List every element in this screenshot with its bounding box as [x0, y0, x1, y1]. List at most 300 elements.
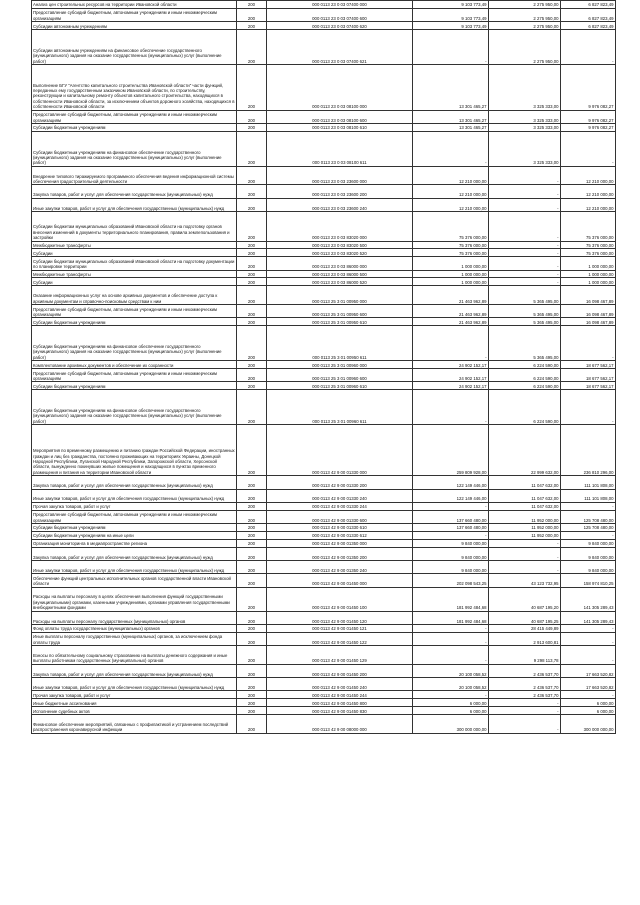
approved-amount: 300 000 000,00	[413, 715, 489, 734]
row-name: Закупка товаров, работ и услуг для обеспечения государственных (муниципальных) нужд	[32, 547, 237, 560]
approved-amount: -	[413, 531, 489, 539]
table-row	[32, 131, 616, 166]
row-name: Предоставление субсидий бюджетным, автономным учреждениям и иным некоммерческим организациям	[32, 369, 237, 382]
approved-amount: 137 660 480,00	[413, 523, 489, 531]
row-code: 200	[237, 318, 267, 326]
approved-amount: 24 902 152,17	[413, 382, 489, 390]
approved-amount: 9 103 773,49	[413, 1, 489, 9]
table-row	[32, 257, 616, 270]
row-code: 200	[237, 270, 267, 278]
executed-amount: -	[489, 249, 561, 257]
executed-amount: -	[489, 539, 561, 547]
table-row	[32, 539, 616, 547]
table-row	[32, 390, 616, 425]
row-classification-code: 000 0113 42 9 00 01450 120	[267, 611, 413, 624]
executed-amount: -	[489, 185, 561, 198]
unexecuted-amount: 9 976 082,27	[561, 64, 616, 110]
row-code: 200	[237, 560, 267, 573]
row-name: Закупка товаров, работ и услуг для обеспечения государственных (муниципальных) нужд	[32, 664, 237, 677]
executed-amount: 11 952 000,00	[489, 523, 561, 531]
row-code: 200	[237, 646, 267, 665]
executed-amount: 11 047 632,00	[489, 489, 561, 502]
table-row	[32, 560, 616, 573]
table-row	[32, 30, 616, 65]
row-name: Анализ цен строительных ресурсов на территории Ивановской области	[32, 1, 237, 9]
approved-amount: 13 301 465,27	[413, 110, 489, 123]
unexecuted-amount: -	[561, 30, 616, 65]
row-name: Закупка товаров, работ и услуг для обеспечения государственных (муниципальных) нужд	[32, 476, 237, 489]
unexecuted-amount: 6 827 823,49	[561, 1, 616, 9]
row-name: Субсидии бюджетным учреждениям на иные цели	[32, 531, 237, 539]
row-classification-code: 000 0113 42 9 00 08000 000	[267, 715, 413, 734]
executed-amount: -	[489, 241, 561, 249]
approved-amount: -	[413, 624, 489, 632]
approved-amount: 9 840 000,00	[413, 539, 489, 547]
row-classification-code: 000 0113 23 0 03 07400 600	[267, 8, 413, 21]
row-name: Межбюджетные трансферты	[32, 241, 237, 249]
row-classification-code: 000 0113 23 0 03 86000 520	[267, 278, 413, 286]
table-row	[32, 382, 616, 390]
row-code: 200	[237, 691, 267, 699]
row-name: Иные закупки товаров, работ и услуг для обеспечения государственных (муниципальных) нужд	[32, 560, 237, 573]
executed-amount: -	[489, 166, 561, 185]
row-classification-code: 000 0113 42 9 00 01330 610	[267, 523, 413, 531]
unexecuted-amount: 18 677 562,17	[561, 361, 616, 369]
row-code: 200	[237, 64, 267, 110]
executed-amount: 3 325 333,00	[489, 110, 561, 123]
row-classification-code: 000 0113 42 9 00 01450 129	[267, 646, 413, 665]
row-name: Субсидии бюджетным учреждениям	[32, 382, 237, 390]
unexecuted-amount: 9 840 000,00	[561, 560, 616, 573]
row-classification-code: 000 0113 42 9 00 01350 000	[267, 539, 413, 547]
row-code: 200	[237, 707, 267, 715]
row-code: 200	[237, 185, 267, 198]
executed-amount: 2 436 537,70	[489, 664, 561, 677]
row-name: Субсидии автономным учреждениям	[32, 22, 237, 30]
table-row	[32, 326, 616, 361]
table-row	[32, 8, 616, 21]
table-row	[32, 707, 616, 715]
executed-amount: 3 325 333,00	[489, 131, 561, 166]
row-classification-code: 000 0113 25 3 01 00950 610	[267, 318, 413, 326]
row-classification-code: 000 0113 42 9 00 01450 121	[267, 624, 413, 632]
table-row	[32, 489, 616, 502]
row-classification-code: 000 0113 25 3 01 00960 600	[267, 369, 413, 382]
table-row	[32, 531, 616, 539]
executed-amount: -	[489, 278, 561, 286]
row-code: 200	[237, 30, 267, 65]
row-classification-code: 000 0113 25 3 01 00950 600	[267, 305, 413, 318]
unexecuted-amount: 111 101 808,00	[561, 476, 616, 489]
row-classification-code: 000 0113 42 9 00 01450 244	[267, 691, 413, 699]
unexecuted-amount: -	[561, 646, 616, 665]
row-classification-code: 000 0113 42 9 00 01450 100	[267, 587, 413, 611]
row-name: Комплектование архивных документов и обеспечение их сохранности	[32, 361, 237, 369]
row-classification-code: 000 0113 23 0 03 07400 000	[267, 1, 413, 9]
executed-amount: 2 275 950,00	[489, 8, 561, 21]
executed-amount: 3 325 333,00	[489, 123, 561, 131]
unexecuted-amount: -	[561, 691, 616, 699]
row-code: 200	[237, 278, 267, 286]
executed-amount: -	[489, 715, 561, 734]
table-row	[32, 123, 616, 131]
row-classification-code: 000 0113 42 9 00 01350 240	[267, 560, 413, 573]
table-row	[32, 699, 616, 707]
row-classification-code: 000 0113 42 9 00 01350 200	[267, 547, 413, 560]
row-code: 200	[237, 286, 267, 305]
executed-amount: -	[489, 198, 561, 211]
row-classification-code: 000 0113 25 3 01 00950 611	[267, 326, 413, 361]
approved-amount: 12 210 000,00	[413, 185, 489, 198]
unexecuted-amount: 111 101 808,00	[561, 489, 616, 502]
row-classification-code: 000 0113 42 9 00 01450 830	[267, 707, 413, 715]
approved-amount: 1 000 000,00	[413, 278, 489, 286]
approved-amount: 122 149 446,00	[413, 476, 489, 489]
unexecuted-amount: 75 376 000,00	[561, 241, 616, 249]
row-classification-code: 000 0113 23 0 03 07400 621	[267, 30, 413, 65]
row-name: Иные закупки товаров, работ и услуг для обеспечения государственных (муниципальных) нужд	[32, 198, 237, 211]
approved-amount: 181 992 484,68	[413, 587, 489, 611]
unexecuted-amount: 141 305 289,43	[561, 611, 616, 624]
unexecuted-amount: 9 976 082,27	[561, 110, 616, 123]
row-code: 200	[237, 664, 267, 677]
row-classification-code: 000 0113 23 0 03 08100 610	[267, 123, 413, 131]
unexecuted-amount: 16 098 467,89	[561, 318, 616, 326]
unexecuted-amount: -	[561, 624, 616, 632]
row-code: 200	[237, 715, 267, 734]
executed-amount: -	[489, 699, 561, 707]
table-row	[32, 270, 616, 278]
row-name: Расходы на выплаты персоналу в целях обеспечения выполнения функций государственными (муниципальными) органами, казенными учреждениями, органами управления государственными внебюджетными фондами	[32, 587, 237, 611]
unexecuted-amount: 1 000 000,00	[561, 257, 616, 270]
executed-amount: 40 687 195,25	[489, 611, 561, 624]
table-row	[32, 691, 616, 699]
approved-amount: 9 840 000,00	[413, 560, 489, 573]
approved-amount: 24 902 152,17	[413, 361, 489, 369]
row-classification-code: 000 0113 25 3 01 00960 611	[267, 390, 413, 425]
row-code: 200	[237, 510, 267, 523]
table-row	[32, 611, 616, 624]
row-code: 200	[237, 212, 267, 242]
executed-amount: 43 123 732,95	[489, 574, 561, 587]
unexecuted-amount: 9 840 000,00	[561, 539, 616, 547]
row-name: Субсидии бюджетам муниципальных образований Ивановской области на подготовку документации по планировке территории	[32, 257, 237, 270]
unexecuted-amount: 236 810 296,00	[561, 425, 616, 476]
row-name: Иные бюджетные ассигнования	[32, 699, 237, 707]
row-classification-code: 000 0113 23 0 03 83020 500	[267, 241, 413, 249]
unexecuted-amount: 16 098 467,89	[561, 286, 616, 305]
row-code: 200	[237, 241, 267, 249]
row-name: Взносы по обязательному социальному страхованию на выплаты денежного содержания и иные выплаты работникам государственных (муниципальных) органов	[32, 646, 237, 665]
row-code: 200	[237, 22, 267, 30]
table-row	[32, 249, 616, 257]
executed-amount: 5 365 495,00	[489, 305, 561, 318]
executed-amount: 5 365 495,00	[489, 326, 561, 361]
approved-amount: 13 301 465,27	[413, 123, 489, 131]
row-code: 200	[237, 539, 267, 547]
row-name: Субсидии	[32, 278, 237, 286]
table-row	[32, 632, 616, 645]
approved-amount: -	[413, 502, 489, 510]
executed-amount: -	[489, 257, 561, 270]
table-row	[32, 110, 616, 123]
executed-amount: 6 224 590,00	[489, 382, 561, 390]
row-classification-code: 000 0113 23 0 03 23600 200	[267, 185, 413, 198]
unexecuted-amount: 75 376 000,00	[561, 212, 616, 242]
unexecuted-amount: 75 376 000,00	[561, 249, 616, 257]
row-classification-code: 000 0113 25 3 01 00950 000	[267, 286, 413, 305]
row-code: 200	[237, 531, 267, 539]
approved-amount: 9 103 773,49	[413, 8, 489, 21]
approved-amount: 21 463 962,89	[413, 318, 489, 326]
row-code: 200	[237, 198, 267, 211]
table-row	[32, 278, 616, 286]
row-classification-code: 000 0113 23 0 03 86000 500	[267, 270, 413, 278]
executed-amount: 5 365 495,00	[489, 286, 561, 305]
executed-amount: 6 224 590,00	[489, 361, 561, 369]
row-name: Межбюджетные трансферты	[32, 270, 237, 278]
row-classification-code: 000 0113 23 0 03 23600 000	[267, 166, 413, 185]
table-row	[32, 646, 616, 665]
executed-amount: 3 325 333,00	[489, 64, 561, 110]
approved-amount: 12 210 000,00	[413, 166, 489, 185]
executed-amount: 6 224 590,00	[489, 369, 561, 382]
row-classification-code: 000 0113 23 0 03 08100 000	[267, 64, 413, 110]
table-body	[32, 1, 616, 734]
unexecuted-amount: 6 000,00	[561, 699, 616, 707]
executed-amount: 28 415 449,89	[489, 624, 561, 632]
row-name: Субсидии бюджетным учреждениям на финансовое обеспечение государственного (муниципального) задания на оказание государственных (муниципальных) услуг (выполнение работ)	[32, 326, 237, 361]
unexecuted-amount: 18 677 562,17	[561, 369, 616, 382]
unexecuted-amount: 17 663 520,82	[561, 664, 616, 677]
unexecuted-amount: 6 827 823,49	[561, 8, 616, 21]
executed-amount: 2 913 600,81	[489, 632, 561, 645]
row-name: Прочая закупка товаров, работ и услуг	[32, 691, 237, 699]
executed-amount: 11 047 632,00	[489, 476, 561, 489]
unexecuted-amount: 9 840 000,00	[561, 547, 616, 560]
unexecuted-amount: 9 976 082,27	[561, 123, 616, 131]
row-classification-code: 000 0113 42 9 00 01450 800	[267, 699, 413, 707]
row-name: Субсидии бюджетным учреждениям	[32, 123, 237, 131]
row-code: 200	[237, 390, 267, 425]
approved-amount: 75 376 000,00	[413, 212, 489, 242]
table-row	[32, 715, 616, 734]
executed-amount: 2 275 950,00	[489, 1, 561, 9]
row-code: 200	[237, 326, 267, 361]
row-name: Мероприятия по временному размещению и питанию граждан Российской Федерации, иностранных граждан и лиц без гражданства, постоянно проживающих на территориях Украины, Донецкой Народной Республики, Луганской Народной Республики, Запорожской области, Херсонской области, вынужденно покинувших жилые помещения и находящихся в пунктах временного размещения и питания на территории Ивановской области	[32, 425, 237, 476]
executed-amount: -	[489, 270, 561, 278]
approved-amount: 9 840 000,00	[413, 547, 489, 560]
row-name: Субсидии автономным учреждениям на финансовое обеспечение государственного (муниципального) задания на оказание государственных (муниципальных) услуг (выполнение работ)	[32, 30, 237, 65]
row-name: Внедрение типового тиражируемого программного обеспечения ведения информационной системы обеспечения градостроительной деятельности	[32, 166, 237, 185]
row-code: 200	[237, 632, 267, 645]
row-code: 200	[237, 369, 267, 382]
executed-amount: 9 298 113,78	[489, 646, 561, 665]
approved-amount: 20 100 058,52	[413, 678, 489, 691]
approved-amount: 24 902 152,17	[413, 369, 489, 382]
approved-amount: 6 000,00	[413, 707, 489, 715]
executed-amount: 22 999 632,00	[489, 425, 561, 476]
row-classification-code: 000 0113 42 9 00 01330 244	[267, 502, 413, 510]
unexecuted-amount: 12 210 000,00	[561, 198, 616, 211]
row-classification-code: 000 0113 42 9 00 01330 200	[267, 476, 413, 489]
table-row	[32, 547, 616, 560]
row-classification-code: 000 0113 23 0 03 86000 000	[267, 257, 413, 270]
unexecuted-amount: 16 098 467,89	[561, 305, 616, 318]
unexecuted-amount: 158 974 810,25	[561, 574, 616, 587]
unexecuted-amount: 12 210 000,00	[561, 185, 616, 198]
executed-amount: 11 952 000,00	[489, 531, 561, 539]
row-name: Закупка товаров, работ и услуг для обеспечения государственных (муниципальных) нужд	[32, 185, 237, 198]
executed-amount: 5 365 495,00	[489, 318, 561, 326]
row-classification-code: 000 0113 42 9 00 01330 000	[267, 425, 413, 476]
row-code: 200	[237, 361, 267, 369]
row-classification-code: 000 0113 23 0 03 08100 600	[267, 110, 413, 123]
table-row	[32, 241, 616, 249]
unexecuted-amount: 125 708 480,00	[561, 523, 616, 531]
executed-amount: -	[489, 212, 561, 242]
executed-amount: 2 436 537,70	[489, 678, 561, 691]
row-code: 200	[237, 257, 267, 270]
unexecuted-amount: -	[561, 390, 616, 425]
table-row	[32, 1, 616, 9]
table-row	[32, 22, 616, 30]
row-code: 200	[237, 489, 267, 502]
approved-amount: 137 660 480,00	[413, 510, 489, 523]
row-classification-code: 000 0113 42 9 00 01330 612	[267, 531, 413, 539]
row-name: Предоставление субсидий бюджетным, автономным учреждениям и иным некоммерческим организациям	[32, 305, 237, 318]
table-row	[32, 369, 616, 382]
unexecuted-amount: -	[561, 326, 616, 361]
row-code: 200	[237, 131, 267, 166]
approved-amount: -	[413, 632, 489, 645]
table-row	[32, 305, 616, 318]
unexecuted-amount: 1 000 000,00	[561, 270, 616, 278]
budget-report-sheet	[31, 0, 615, 734]
table-row	[32, 574, 616, 587]
executed-amount: 11 952 000,00	[489, 510, 561, 523]
unexecuted-amount: 6 000,00	[561, 707, 616, 715]
row-code: 200	[237, 624, 267, 632]
row-name: Субсидии бюджетным учреждениям	[32, 318, 237, 326]
row-code: 200	[237, 476, 267, 489]
row-classification-code: 000 0113 23 0 03 83020 000	[267, 212, 413, 242]
executed-amount: 2 436 537,70	[489, 691, 561, 699]
row-name: Иные выплаты персоналу государственных (муниципальных) органов, за исключением фонда оплаты труда	[32, 632, 237, 645]
unexecuted-amount: 17 663 520,82	[561, 678, 616, 691]
approved-amount: 6 000,00	[413, 699, 489, 707]
row-name: Иные закупки товаров, работ и услуг для обеспечения государственных (муниципальных) нужд	[32, 678, 237, 691]
row-name: Выполнение БГУ "Агентство капитального строительства Ивановской области" части функций, переданных ему государственным заказчиком Ивановской области, по строительству, реконструкции и капитальному ремонту объектов капитального строительства, находящихся в собственности Ивановской области, за исключением объектов дорожного хозяйства, находящихся в собственности Ивановской области	[32, 64, 237, 110]
row-classification-code: 000 0113 42 9 00 01330 240	[267, 489, 413, 502]
row-name: Финансовое обеспечение мероприятий, связанных с профилактикой и устранением последствий распространения коронавирусной инфекции	[32, 715, 237, 734]
executed-amount: -	[489, 547, 561, 560]
unexecuted-amount: -	[561, 131, 616, 166]
table-row	[32, 64, 616, 110]
row-classification-code: 000 0113 25 3 01 00960 610	[267, 382, 413, 390]
approved-amount: 75 376 000,00	[413, 249, 489, 257]
table-row	[32, 587, 616, 611]
row-code: 200	[237, 166, 267, 185]
row-classification-code: 000 0113 23 0 03 08100 611	[267, 131, 413, 166]
row-code: 200	[237, 502, 267, 510]
table-row	[32, 624, 616, 632]
approved-amount: -	[413, 131, 489, 166]
table-row	[32, 510, 616, 523]
unexecuted-amount: 18 677 562,17	[561, 382, 616, 390]
executed-amount: -	[489, 560, 561, 573]
table-row	[32, 678, 616, 691]
executed-amount: 6 224 590,00	[489, 390, 561, 425]
row-code: 200	[237, 110, 267, 123]
budget-execution-table	[31, 0, 616, 734]
executed-amount: 2 275 950,00	[489, 30, 561, 65]
approved-amount: 181 992 484,68	[413, 611, 489, 624]
approved-amount: -	[413, 326, 489, 361]
row-classification-code: 000 0113 42 9 00 01450 200	[267, 664, 413, 677]
approved-amount: 20 100 058,52	[413, 664, 489, 677]
approved-amount: -	[413, 646, 489, 665]
row-name: Оказание информационных услуг на основе архивных документов и обеспечение доступа к архивным документам и справочно-поисковым средствам к ним	[32, 286, 237, 305]
approved-amount: 202 098 543,25	[413, 574, 489, 587]
row-classification-code: 000 0113 25 3 01 00960 000	[267, 361, 413, 369]
row-code: 200	[237, 123, 267, 131]
approved-amount: 122 149 446,00	[413, 489, 489, 502]
row-code: 200	[237, 574, 267, 587]
row-name: Субсидии бюджетным учреждениям на финансовое обеспечение государственного (муниципального) задания на оказание государственных (муниципальных) услуг (выполнение работ)	[32, 131, 237, 166]
row-name: Расходы на выплаты персоналу государственных (муниципальных) органов	[32, 611, 237, 624]
executed-amount: 40 687 195,20	[489, 587, 561, 611]
row-code: 200	[237, 699, 267, 707]
row-code: 200	[237, 8, 267, 21]
row-name: Предоставление субсидий бюджетным, автономным учреждениям и иным некоммерческим организациям	[32, 510, 237, 523]
unexecuted-amount: 125 708 480,00	[561, 510, 616, 523]
row-classification-code: 000 0113 42 9 00 01450 122	[267, 632, 413, 645]
unexecuted-amount: -	[561, 502, 616, 510]
approved-amount: 75 376 000,00	[413, 241, 489, 249]
row-code: 200	[237, 523, 267, 531]
approved-amount: -	[413, 390, 489, 425]
approved-amount: 21 463 962,89	[413, 286, 489, 305]
row-classification-code: 000 0113 23 0 03 23600 240	[267, 198, 413, 211]
row-code: 200	[237, 305, 267, 318]
row-code: 200	[237, 587, 267, 611]
approved-amount: 259 809 928,00	[413, 425, 489, 476]
row-name: Субсидии бюджетным учреждениям	[32, 523, 237, 531]
approved-amount: 13 301 465,27	[413, 64, 489, 110]
table-row	[32, 664, 616, 677]
unexecuted-amount: 1 000 000,00	[561, 278, 616, 286]
row-classification-code: 000 0113 23 0 03 07400 620	[267, 22, 413, 30]
table-row	[32, 286, 616, 305]
table-row	[32, 502, 616, 510]
row-code: 200	[237, 249, 267, 257]
row-classification-code: 000 0113 23 0 03 83020 520	[267, 249, 413, 257]
row-classification-code: 000 0113 42 9 00 01450 240	[267, 678, 413, 691]
approved-amount: 12 210 000,00	[413, 198, 489, 211]
row-code: 200	[237, 678, 267, 691]
table-row	[32, 318, 616, 326]
approved-amount: 1 000 000,00	[413, 257, 489, 270]
row-name: Иные закупки товаров, работ и услуг для обеспечения государственных (муниципальных) нужд	[32, 489, 237, 502]
row-name: Субсидии бюджетным учреждениям на финансовое обеспечение государственного (муниципального) задания на оказание государственных (муниципальных) услуг (выполнение работ)	[32, 390, 237, 425]
row-name: Обеспечение функций центральных исполнительных органов государственной власти Ивановской области	[32, 574, 237, 587]
approved-amount: 1 000 000,00	[413, 270, 489, 278]
table-row	[32, 166, 616, 185]
row-classification-code: 000 0113 42 9 00 01450 000	[267, 574, 413, 587]
row-name: Субсидии бюджетам муниципальных образований Ивановской области на подготовку органов внесения изменений в документы территориального планирования, правила землепользования и застройки	[32, 212, 237, 242]
row-code: 200	[237, 425, 267, 476]
